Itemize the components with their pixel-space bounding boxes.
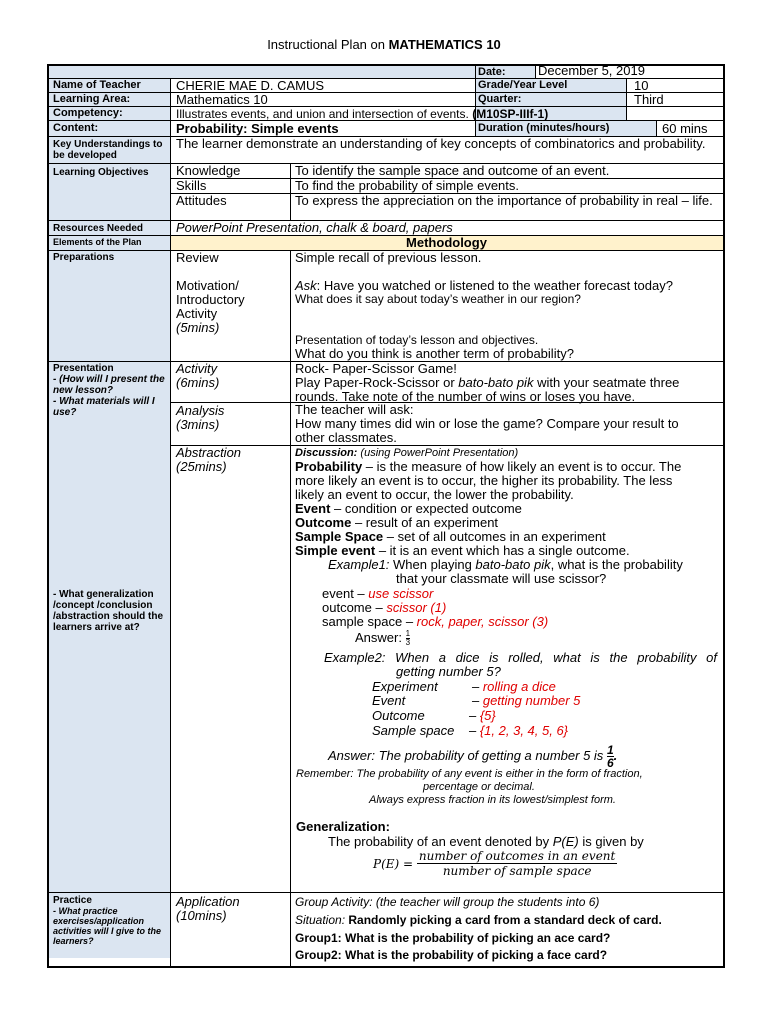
example1-outcome: outcome – scissor (1) [322,600,447,615]
practice-line-4: Group2: What is the probability of picking a face card? [295,948,608,962]
example2-experiment-label: Experiment [372,679,438,694]
practice-line-3: Group1: What is the probability of picking an ace card? [295,931,611,945]
activity-line-1: Rock- Paper-Scissor Game! [295,361,457,376]
remember-line-2: percentage or decimal. [423,781,535,793]
remember-line-3: Always express fraction in its lowest/simplest form. [369,794,616,806]
area-value: Mathematics 10 [176,92,268,107]
application-label: Application [176,894,240,909]
grade-value: 10 [634,78,649,93]
probability-def-3: likely an event to occur, the lower the probability. [295,487,574,502]
example2-line-2: getting number 5? [396,664,501,679]
grade-label: Grade/Year Level [478,79,568,91]
header-fill [48,66,475,78]
review-label: Review [176,250,219,265]
practice-side-label: - What practice exercises/application activities will I give to the learners? [53,906,162,946]
objective-type-attitudes: Attitudes [176,193,227,208]
objective-skills: To find the probability of simple events. [295,178,520,193]
methodology-heading: Methodology [406,235,487,250]
generalization-line: The probability of an event denoted by P(E) is given by [328,834,644,849]
example2-line-1: Example2: When a dice is rolled, what is the probability of [324,650,717,665]
objective-attitudes: To express the appreciation on the importance of probability in real – life. [295,193,713,208]
objective-type-knowledge: Knowledge [176,163,241,178]
practice-label: Practice [53,895,92,906]
objective-type-skills: Skills [176,178,207,193]
quarter-value: Third [634,92,664,107]
discussion-line: Discussion: (using PowerPoint Presentation) [295,447,519,459]
probability-question: What do you think is another term of probability? [295,346,574,361]
elements-label: Elements of the Plan [53,237,142,247]
label-column-fill [48,78,170,958]
activity-line-3: rounds. Take note of the number of wins or loses you have. [295,389,636,404]
date-label: Date: [478,66,506,78]
review-text: Simple recall of previous lesson. [295,250,482,265]
ask-line-2: What does it say about today’s weather in our region? [295,292,581,306]
event-def: Event – condition or expected outcome [295,501,522,516]
example1-line-1: Example1: When playing bato-bato pik, what is the probability [328,557,683,572]
key-understandings-label: Key Understandings to be developed [53,139,163,161]
probability-formula: P(E) = number of outcomes in an event number of sample space [373,849,616,878]
probability-def-2: more likely an event is to occur, the higher its probability. The less [295,473,673,488]
example2-experiment-value: – rolling a dice [472,679,556,694]
motivation-line1: Motivation/ [176,278,239,293]
preparations-label: Preparations [53,252,115,263]
document-title: Instructional Plan on MATHEMATICS 10 [267,37,501,52]
competency-label: Competency: [53,107,123,119]
practice-line-2: Situation: Randomly picking a card from a standard deck of card. [295,913,662,927]
analysis-label: Analysis [176,403,225,418]
outcome-def: Outcome – result of an experiment [295,515,499,530]
content-value: Probability: Simple events [176,121,339,136]
activity-line-2: Play Paper-Rock-Scissor or bato-bato pik with your seatmate three [295,375,680,390]
duration-value: 60 mins [662,121,708,136]
presentation-bullet-2: - What materials will I use? [53,396,155,418]
resources-label: Resources Needed [53,223,144,234]
ask-line: Ask: Have you watched or listened to the weather forecast today? [295,278,673,293]
example2-outcome-label: Outcome [372,708,425,723]
simple-event-def: Simple event – it is an event which has a single outcome. [295,543,630,558]
key-understandings-value: The learner demonstrate an understanding of key concepts of combinatorics and probability. [176,136,706,151]
answer-fraction-1-3: $\frac{1}{3}$ [405,629,411,647]
example2-answer: Answer: The probability of getting a number 5 is $\frac{1}{6}$ . [328,743,618,770]
activity-label: Activity [176,361,218,376]
resources-value: PowerPoint Presentation, chalk & board, papers [176,220,453,235]
practice-line-1: Group Activity: (the teacher will group the students into 6) [295,895,600,909]
example1-answer: Answer: $\frac{1}{3}$ [355,629,411,647]
presentation-label: Presentation [53,363,114,374]
example2-sample-space-value: – {1, 2, 3, 4, 5, 6} [469,723,569,738]
date-value: December 5, 2019 [538,63,645,78]
teacher-label: Name of Teacher [53,79,141,91]
abstraction-side-label: - What generalization /concept /conclusion /abstraction should the learners arrive at? [53,589,164,633]
teacher-value: CHERIE MAE D. CAMUS [176,78,325,93]
analysis-line-2: How many times did win or lose the game? Compare your result to [295,416,679,431]
motivation-line2: Introductory [176,292,245,307]
motivation-line3: Activity [176,306,218,321]
quarter-label: Quarter: [478,93,522,105]
probability-def-1: Probability – is the measure of how likely an event is to occur. The [295,459,682,474]
formula-numerator: number of outcomes in an event [418,849,616,863]
formula-denominator: number of sample space [442,864,592,878]
presentation-text: Presentation of today’s lesson and objectives. [295,333,539,347]
example2-event-value: – getting number 5 [472,693,581,708]
example1-event: event – use scissor [322,586,434,601]
example1-sample-space: sample space – rock, paper, scissor (3) [322,614,549,629]
example2-event-label: Event [372,693,406,708]
analysis-line-1: The teacher will ask: [295,402,414,417]
content-label: Content: [53,122,99,134]
abstraction-time: (25mins) [176,459,227,474]
competency-value: Illustrates events, and union and intersection of events. (M10SP-IIIf-1) [176,107,549,121]
generalization-heading: Generalization: [296,819,390,834]
analysis-line-3: other classmates. [295,430,397,445]
answer-fraction-1-6: $\frac{1}{6}$ [606,743,614,770]
analysis-time: (3mins) [176,417,220,432]
sample-space-def: Sample Space – set of all outcomes in an experiment [295,529,606,544]
example2-outcome-value: – {5} [469,708,496,723]
motivation-time: (5mins) [176,320,220,335]
objective-knowledge: To identify the sample space and outcome of an event. [295,163,610,178]
presentation-bullet-1: - (How will I present the new lesson? [53,374,165,396]
activity-time: (6mins) [176,375,220,390]
example2-sample-space-label: Sample space [372,723,455,738]
remember-line-1: Remember: The probability of any event is either in the form of fraction, [296,768,643,780]
area-label: Learning Area: [53,93,131,105]
duration-label: Duration (minutes/hours) [478,122,610,134]
abstraction-label: Abstraction [176,445,242,460]
example1-line-2: that your classmate will use scissor? [396,571,607,586]
objectives-label: Learning Objectives [53,167,149,178]
application-time: (10mins) [176,908,227,923]
